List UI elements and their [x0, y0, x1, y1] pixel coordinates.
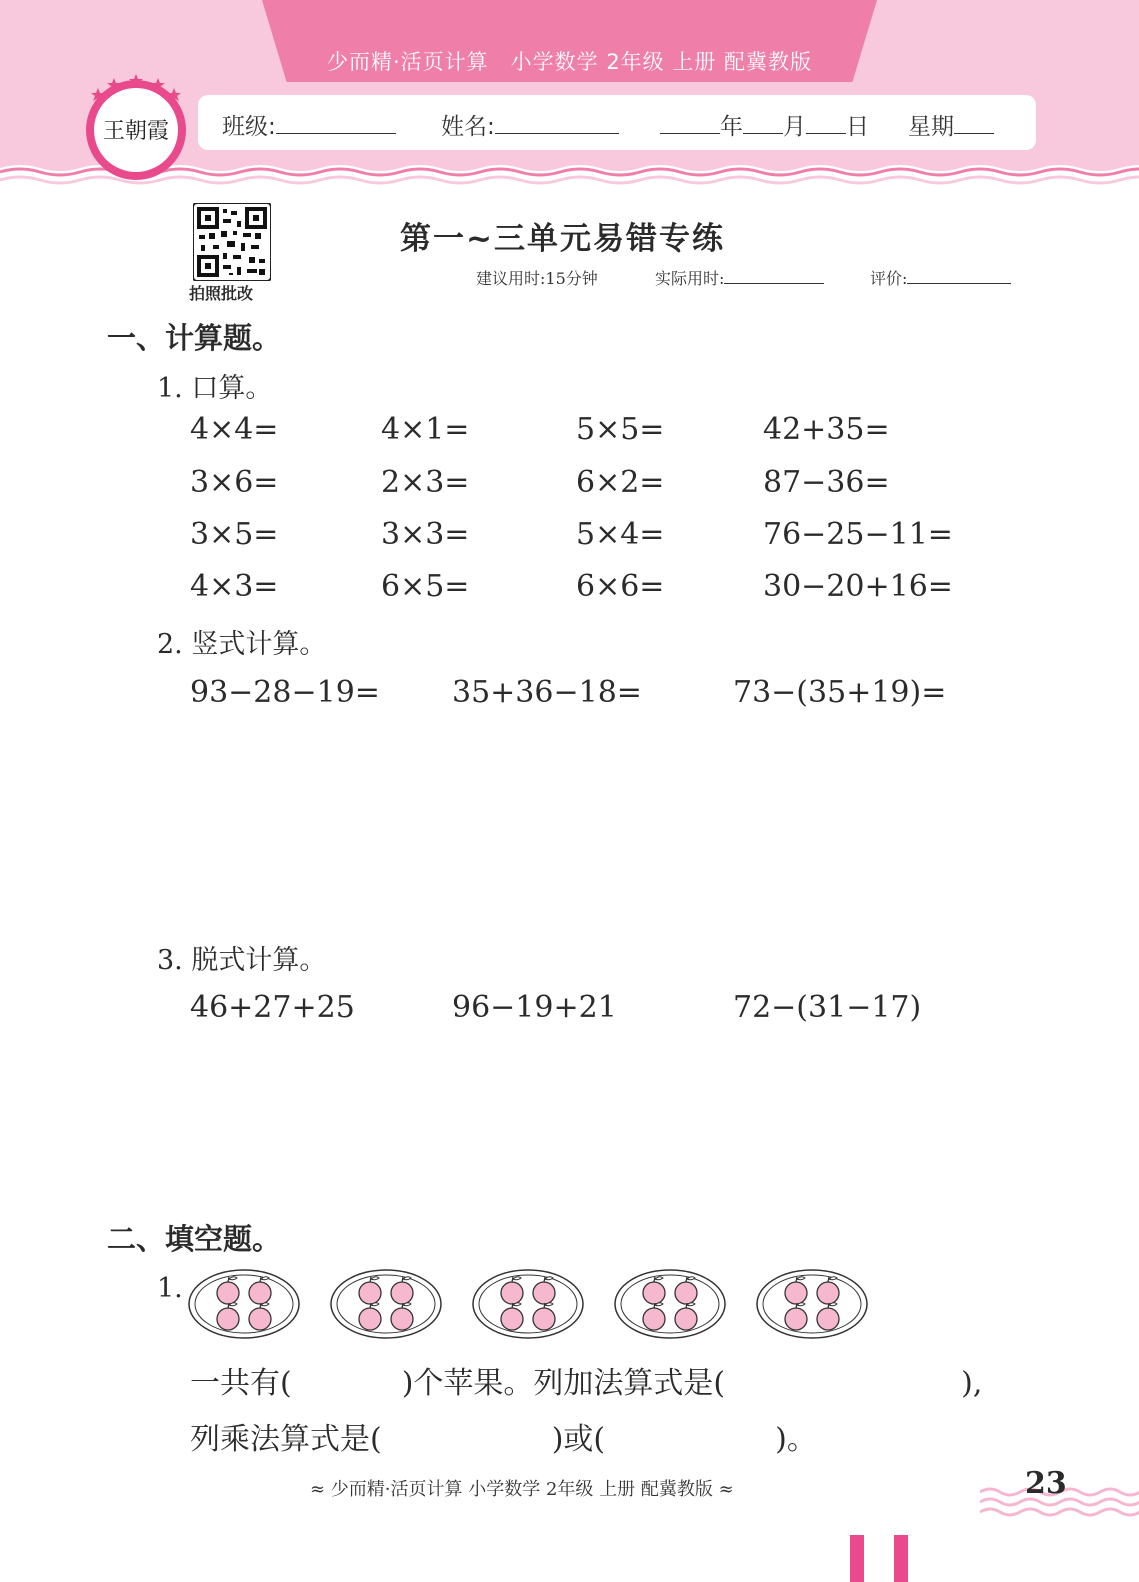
binding-mark	[894, 1535, 908, 1582]
weekday-field[interactable]	[908, 108, 994, 141]
qr-code[interactable]	[193, 203, 271, 281]
apple-plates-illustration	[188, 1268, 878, 1340]
oral-calc-item: 4×1=	[381, 412, 470, 447]
logo-text: 王朝霞	[102, 119, 170, 144]
day-blank[interactable]	[806, 113, 846, 134]
oral-calc-item: 6×6=	[576, 569, 665, 604]
stepwise-calc-item: 96−19+21	[452, 990, 617, 1025]
q1-label: 1. 口算。	[157, 373, 273, 404]
apple-plate	[473, 1270, 583, 1338]
oral-calc-item: 3×6=	[190, 465, 279, 500]
vertical-calc-item: 35+36−18=	[452, 675, 642, 710]
apple-plate	[757, 1270, 867, 1338]
class-blank[interactable]	[276, 113, 396, 134]
oral-calc-item: 3×3=	[381, 517, 470, 552]
class-field[interactable]	[222, 108, 396, 141]
header-tab-text: 少而精·活页计算 小学数学 2年级 上册 配冀教版	[326, 50, 813, 74]
oral-calc-item: 42+35=	[763, 412, 890, 447]
oral-calc-item: 6×2=	[576, 465, 665, 500]
year-blank[interactable]	[660, 113, 720, 134]
weekday-blank[interactable]	[954, 113, 994, 134]
oral-calc-item: 2×3=	[381, 465, 470, 500]
actual-time-label: 实际用时:	[655, 269, 725, 288]
q2-label: 2. 竖式计算。	[157, 629, 327, 660]
fill-line-1	[190, 1358, 982, 1402]
oral-calc-item: 76−25−11=	[763, 517, 953, 552]
qr-label: 拍照批改	[189, 284, 254, 303]
month-label: 月	[783, 114, 806, 140]
name-field[interactable]	[441, 108, 619, 141]
evaluation-blank[interactable]	[907, 267, 1011, 284]
fill-text: )个苹果。列加法算式是(	[401, 1366, 726, 1401]
date-field[interactable]	[660, 108, 869, 141]
q3-label: 3. 脱式计算。	[157, 945, 327, 976]
oral-calc-item: 4×3=	[190, 569, 279, 604]
binding-mark	[850, 1535, 864, 1582]
day-label: 日	[846, 114, 869, 140]
apple-plate	[189, 1270, 299, 1338]
fill-text: 列乘法算式是(	[190, 1422, 382, 1457]
weekday-label: 星期	[908, 114, 954, 140]
oral-calc-item: 30−20+16=	[763, 569, 953, 604]
section-1-heading: 一、计算题。	[107, 321, 282, 355]
apple-plate	[331, 1270, 441, 1338]
footer-text: ≈ 少而精·活页计算 小学数学 2年级 上册 配冀教版 ≈	[310, 1479, 734, 1500]
oral-calc-item: 6×5=	[381, 569, 470, 604]
fill-text: )或(	[551, 1422, 606, 1457]
evaluation-field[interactable]	[870, 266, 1011, 289]
class-label: 班级:	[222, 114, 276, 140]
name-blank[interactable]	[495, 113, 619, 134]
stepwise-calc-item: 72−(31−17)	[733, 990, 922, 1025]
fill-q1-number: 1.	[157, 1273, 183, 1304]
suggested-time: 建议用时:15分钟	[476, 269, 598, 288]
vertical-calc-item: 93−28−19=	[190, 675, 380, 710]
page-number: 23	[1025, 1466, 1067, 1501]
page-title: 第一~三单元易错专练	[400, 221, 725, 257]
apple-plate	[615, 1270, 725, 1338]
oral-calc-item: 5×5=	[576, 412, 665, 447]
publisher-logo	[80, 70, 192, 182]
fill-text: 一共有(	[190, 1366, 292, 1401]
oral-calc-item: 5×4=	[576, 517, 665, 552]
month-blank[interactable]	[743, 113, 783, 134]
fill-text: ),	[961, 1366, 983, 1401]
oral-calc-item: 4×4=	[190, 412, 279, 447]
fill-line-2	[190, 1414, 817, 1458]
section-2-heading: 二、填空题。	[107, 1222, 282, 1256]
stepwise-calc-item: 46+27+25	[190, 990, 355, 1025]
name-label: 姓名:	[441, 114, 495, 140]
actual-time-blank[interactable]	[724, 267, 824, 284]
evaluation-label: 评价:	[870, 269, 908, 288]
year-label: 年	[720, 114, 743, 140]
actual-time-field[interactable]	[655, 266, 824, 289]
fill-text: )。	[775, 1422, 817, 1457]
vertical-calc-item: 73−(35+19)=	[733, 675, 947, 710]
oral-calc-item: 3×5=	[190, 517, 279, 552]
oral-calc-item: 87−36=	[763, 465, 890, 500]
